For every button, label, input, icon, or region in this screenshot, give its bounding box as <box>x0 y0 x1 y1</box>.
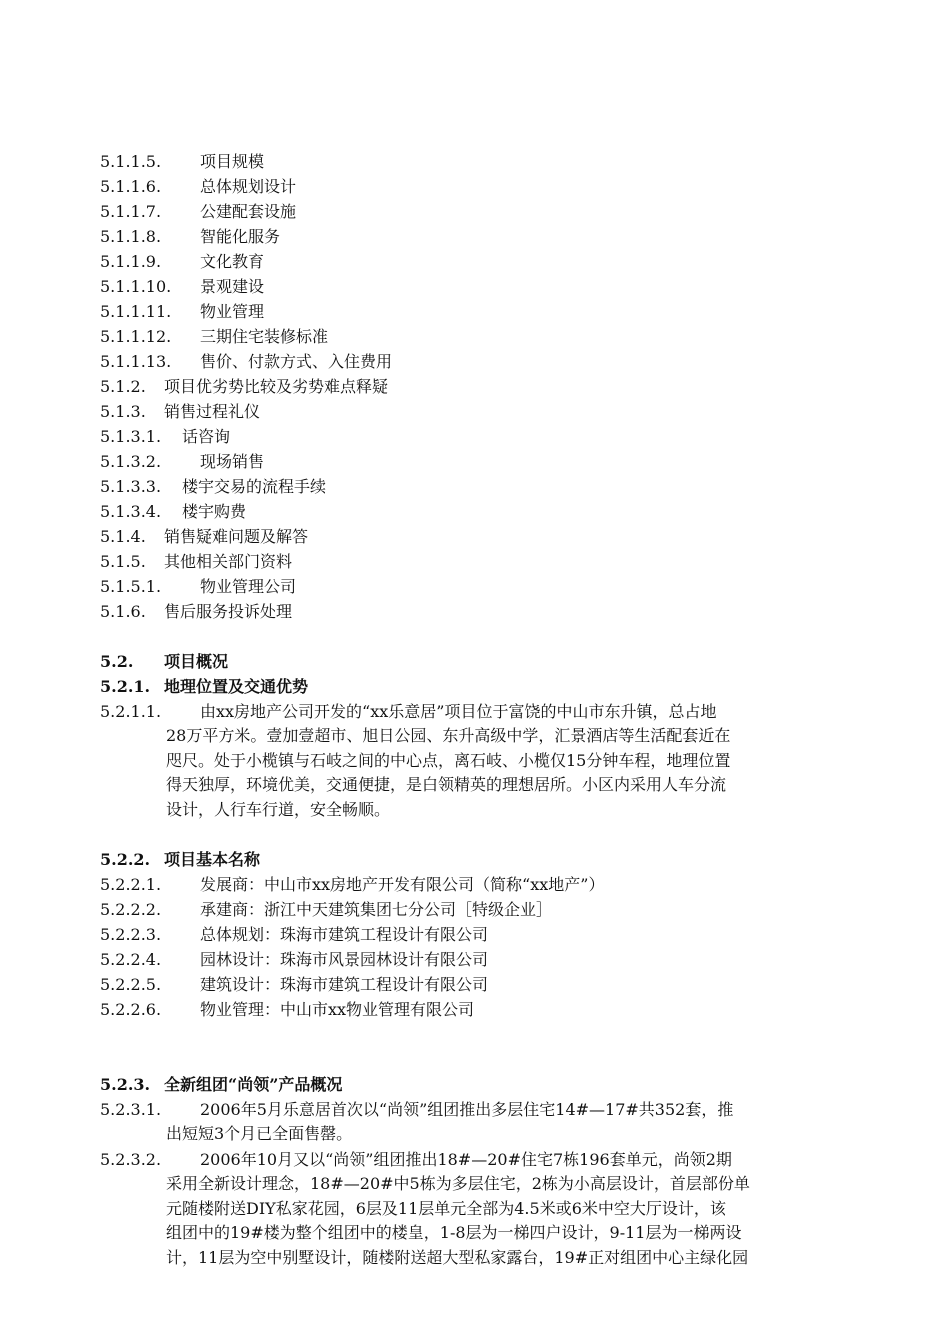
section-heading: 5.2. 项目概况 <box>100 652 229 671</box>
toc-item: 5.1.1.6. 总体规划设计 <box>100 177 297 196</box>
toc-item: 5.1.1.13. 售价、付款方式、入住费用 <box>100 352 393 371</box>
name-item: 5.2.2.2. 承建商：浙江中天建筑集团七分公司［特级企业］ <box>100 900 553 919</box>
toc-item: 5.1.5. 其他相关部门资料 <box>100 552 293 571</box>
name-item: 5.2.2.3. 总体规划：珠海市建筑工程设计有限公司 <box>100 925 489 944</box>
toc-item: 5.1.1.10. 景观建设 <box>100 277 265 296</box>
toc-item: 5.1.6. 售后服务投诉处理 <box>100 602 293 621</box>
toc-item: 5.1.3.2. 现场销售 <box>100 452 265 471</box>
toc-item: 5.1.3.4. 楼宇购费 <box>100 502 247 521</box>
subsection-heading: 5.2.2. 项目基本名称 <box>100 850 261 869</box>
paragraph-second-release: 5.2.3.2. 2006年10月又以“尚领”组团推出18#—20#住宅7栋196套单元，尚领2期 采用全新设计理念，18#—20#中5栋为多层住宅，2栋为小高层设计，首层部份单 元随楼附送DIY私家花园，6层及11层单元全部为4.5米或6米中空大厅设计，该 组团中的19#楼为整个组团中的楼皇，1-8层为一梯四户设计，9-11层为一梯两设 计，11层为空中别墅设计，随楼附送超大型私家露台，19#正对组团中心主绿化园 <box>100 1150 750 1267</box>
toc-item: 5.1.3.3. 楼宇交易的流程手续 <box>100 477 327 496</box>
toc-item: 5.1.1.8. 智能化服务 <box>100 227 281 246</box>
toc-item: 5.1.1.7. 公建配套设施 <box>100 202 297 221</box>
toc-item: 5.1.2. 项目优劣势比较及劣势难点释疑 <box>100 377 389 396</box>
toc-item: 5.1.5.1. 物业管理公司 <box>100 577 297 596</box>
toc-item: 5.1.1.9. 文化教育 <box>100 252 265 271</box>
toc-item: 5.1.1.12. 三期住宅装修标准 <box>100 327 329 346</box>
paragraph-first-release: 5.2.3.1. 2006年5月乐意居首次以“尚领”组团推出多层住宅14#—17#共352套，推 出短短3个月已全面售罄。 <box>100 1100 734 1144</box>
toc-item: 5.1.1.5. 项目规模 <box>100 152 265 171</box>
toc-item: 5.1.4. 销售疑难问题及解答 <box>100 527 309 546</box>
subsection-heading: 5.2.1. 地理位置及交通优势 <box>100 677 309 696</box>
toc-item: 5.1.1.11. 物业管理 <box>100 302 265 321</box>
toc-item: 5.1.3.1. 话咨询 <box>100 427 231 446</box>
name-item: 5.2.2.4. 园林设计：珠海市风景园林设计有限公司 <box>100 950 489 969</box>
toc-item: 5.1.3. 销售过程礼仪 <box>100 402 261 421</box>
subsection-heading: 5.2.3. 全新组团“尚领”产品概况 <box>100 1075 343 1094</box>
name-item: 5.2.2.1. 发展商：中山市xx房地产开发有限公司（简称“xx地产”） <box>100 875 605 894</box>
paragraph-location: 5.2.1.1. 由xx房地产公司开发的“xx乐意居”项目位于富饶的中山市东升镇，总占地 28万平方米。壹加壹超市、旭日公园、东升高级中学，汇景酒店等生活配套近在 咫尺。处于小榄镇与石岐之间的中心点，离石岐、小榄仅15分钟车程，地理位置 得天独厚，环境优美，交通便捷，是白领精英的理想居所。小区内采用人车分流 设计，人行车行道，安全畅顺。 <box>100 702 731 819</box>
name-item: 5.2.2.5. 建筑设计：珠海市建筑工程设计有限公司 <box>100 975 489 994</box>
name-item: 5.2.2.6. 物业管理：中山市xx物业管理有限公司 <box>100 1000 475 1019</box>
